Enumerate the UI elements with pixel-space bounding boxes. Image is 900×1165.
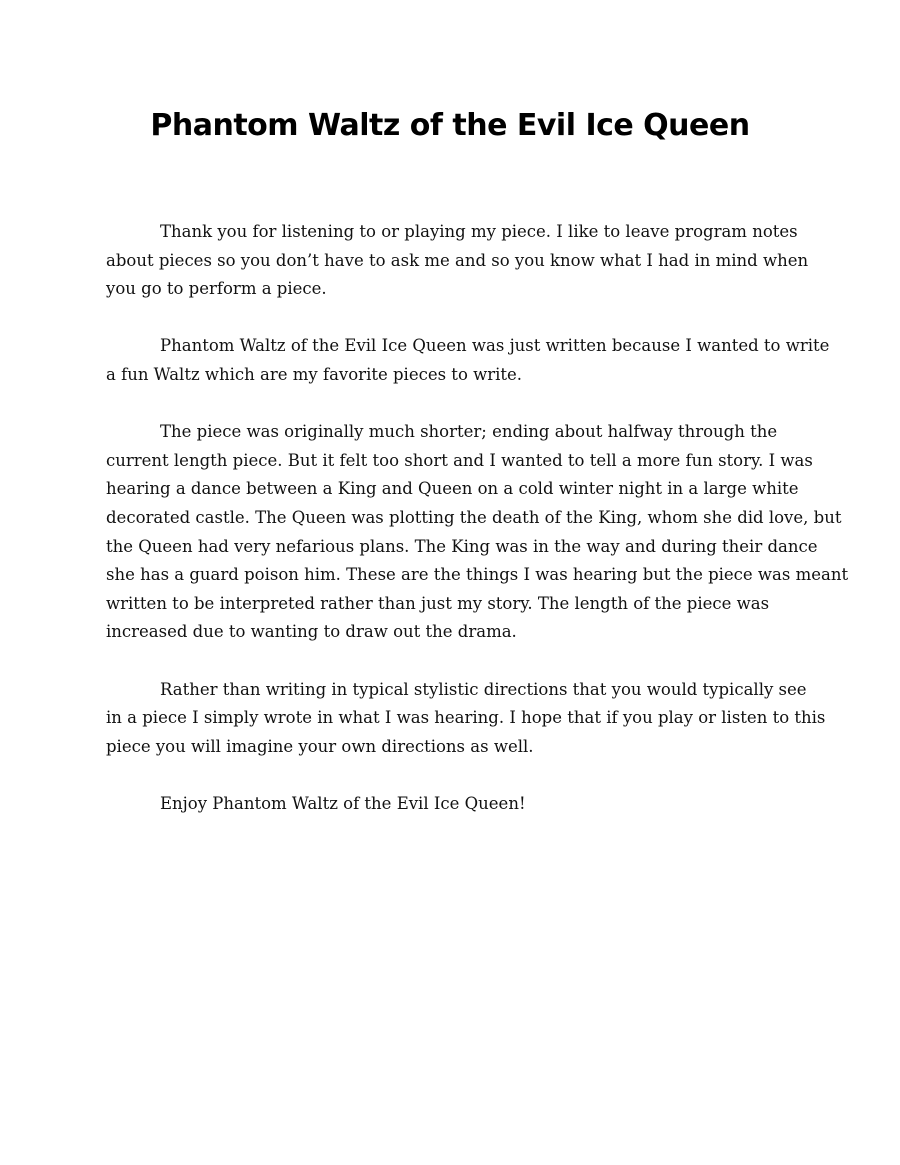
paragraph-intro <box>106 218 809 304</box>
paragraph-line: decorated castle. The Queen was plotting the death of the King, whom she did love, but <box>106 507 842 527</box>
paragraph-line: Phantom Waltz of the Evil Ice Queen was just written because I wanted to write <box>160 336 830 356</box>
paragraph-line: current length piece. But it felt too short and I wanted to tell a more fun story. I was <box>106 450 813 470</box>
paragraph-directions <box>106 676 826 762</box>
paragraph-line: you go to perform a piece. <box>106 279 327 299</box>
paragraph-line: Rather than writing in typical stylistic directions that you would typically see <box>160 679 807 699</box>
paragraph-line: hearing a dance between a King and Queen on a cold winter night in a large white <box>106 479 799 499</box>
paragraph-line: about pieces so you don’t have to ask me and so you know what I had in mind when <box>106 250 809 270</box>
paragraph-line: she has a guard poison him. These are the things I was hearing but the piece was meant <box>106 565 849 585</box>
paragraph-line: The piece was originally much shorter; ending about halfway through the <box>160 422 778 442</box>
paragraph-purpose <box>106 332 830 389</box>
paragraph-closing <box>106 790 806 819</box>
paragraph-story <box>106 418 849 647</box>
paragraph-line: increased due to wanting to draw out the drama. <box>106 622 517 642</box>
paragraph-line: Enjoy Phantom Waltz of the Evil Ice Queen! <box>160 793 526 813</box>
paragraph-line: Thank you for listening to or playing my piece. I like to leave program notes <box>160 222 798 241</box>
paragraph-line: in a piece I simply wrote in what I was hearing. I hope that if you play or listen to this <box>106 708 826 728</box>
document-body <box>106 218 849 847</box>
document-title: Phantom Waltz of the Evil Ice Queen <box>150 108 750 143</box>
paragraph-line: the Queen had very nefarious plans. The King was in the way and during their dance <box>106 536 818 556</box>
paragraph-line: written to be interpreted rather than just my story. The length of the piece was <box>106 593 770 613</box>
paragraph-line: a fun Waltz which are my favorite pieces to write. <box>106 364 523 384</box>
paragraph-line: piece you will imagine your own directions as well. <box>106 736 534 756</box>
